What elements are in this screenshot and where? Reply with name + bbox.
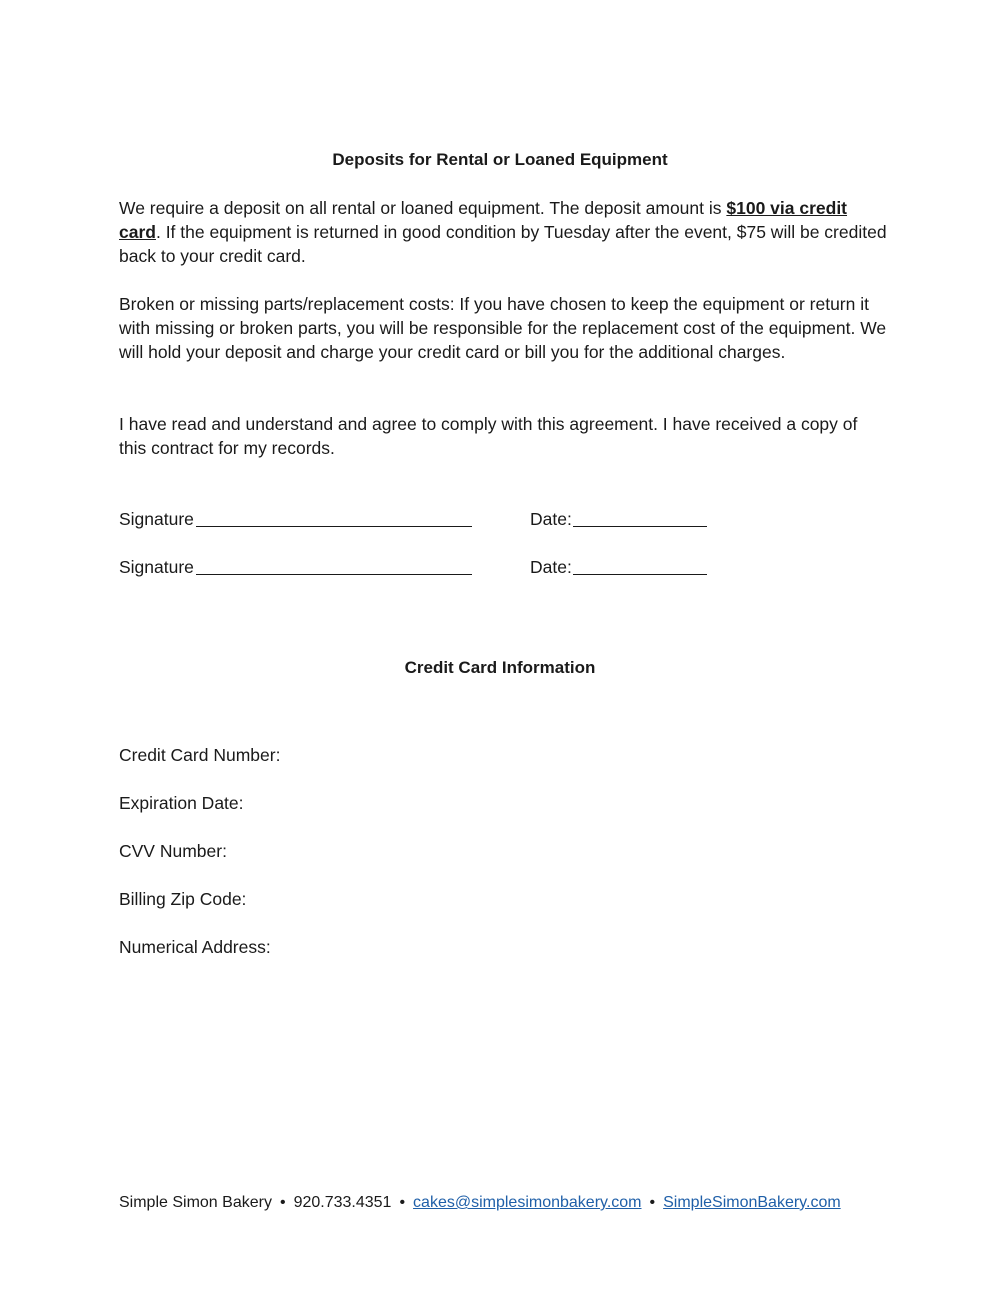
email-link[interactable]: cakes@simplesimonbakery.com [413,1194,642,1211]
credit-card-number-label: Credit Card Number: [119,745,281,765]
deposit-paragraph [119,196,889,268]
agreement-paragraph: I have read and understand and agree to comply with this agreement. I have received a copy of this contract for my records. [119,414,858,458]
date-label: Date: [530,557,572,577]
website-link[interactable]: SimpleSimonBakery.com [663,1194,841,1211]
document-title: Deposits for Rental or Loaned Equipment [332,150,668,169]
business-name: Simple Simon Bakery [119,1194,272,1211]
deposit-text-after: . If the equipment is returned in good condition by Tuesday after the event, $75 will be credited back to your credit card. [119,222,887,266]
footer [119,1191,919,1215]
signature-row [119,555,889,579]
bullet-separator: • [649,1194,656,1211]
deposit-text-before: We require a deposit on all rental or loaned equipment. The deposit amount is [119,198,727,218]
expiration-date-label: Expiration Date: [119,793,244,813]
phone-number: 920.733.4351 [293,1194,392,1211]
signature-row [119,507,889,531]
deposit-amount: $100 via credit card [119,198,848,242]
bullet-separator: • [399,1194,406,1211]
replacement-paragraph: Broken or missing parts/replacement costs: If you have chosen to keep the equipment or return it with missing or broken parts, you will be responsible for the replacement cost of the equipment. We will hold your deposit and charge your credit card or bill you for the additional charges. [119,294,887,362]
signature-line[interactable] [196,526,472,527]
credit-card-heading: Credit Card Information [404,658,596,677]
billing-zip-label: Billing Zip Code: [119,889,247,909]
signature-label: Signature [119,509,194,529]
date-line[interactable] [573,526,707,527]
numerical-address-label: Numerical Address: [119,937,271,957]
bullet-separator: • [279,1194,286,1211]
date-line[interactable] [573,574,707,575]
signature-label: Signature [119,557,194,577]
date-label: Date: [530,509,572,529]
signature-line[interactable] [196,574,472,575]
cvv-number-label: CVV Number: [119,841,227,861]
